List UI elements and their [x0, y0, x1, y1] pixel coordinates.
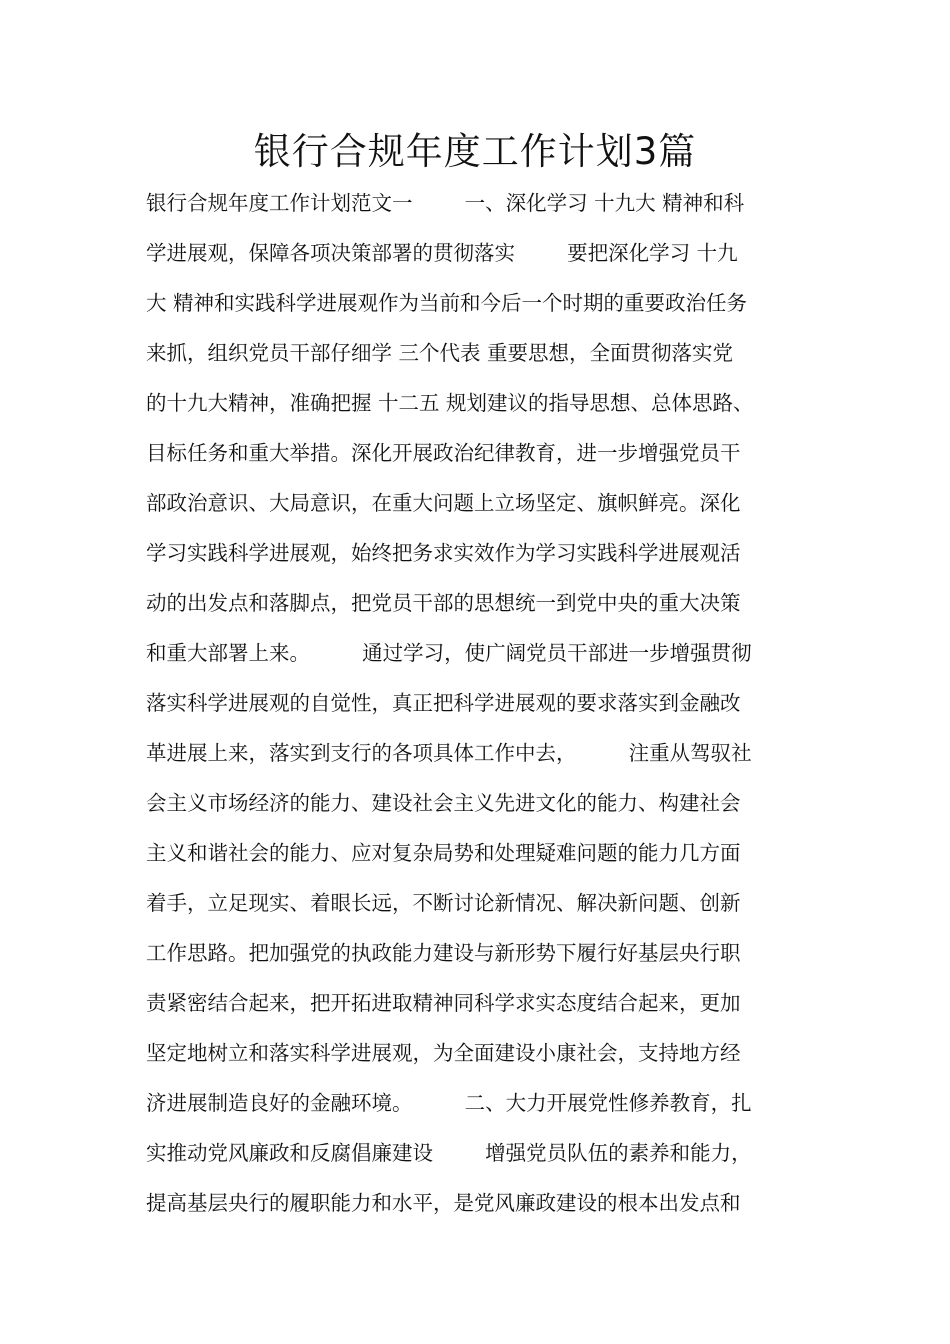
- body-line: 的十九大精神，准确把握 十二五 规划建议的指导思想、总体思路、: [146, 391, 754, 415]
- body-line: 济进展制造良好的金融环境。 二、大力开展党性修养教育，扎: [146, 1091, 752, 1115]
- body-line: 部政治意识、大局意识，在重大问题上立场坚定、旗帜鲜亮。深化: [146, 491, 741, 515]
- body-line: 银行合规年度工作计划范文一 一、深化学习 十九大 精神和科: [146, 191, 745, 215]
- document-body: [146, 178, 826, 1228]
- body-line: 革进展上来，落实到支行的各项具体工作中去， 注重从驾驭社: [146, 741, 752, 765]
- body-line: 学进展观，保障各项决策部署的贯彻落实 要把深化学习 十九: [146, 241, 738, 265]
- body-line: 落实科学进展观的自觉性，真正把科学进展观的要求落实到金融改: [146, 691, 741, 715]
- document-title: 银行合规年度工作计划3篇: [253, 130, 697, 173]
- body-line: 着手，立足现实、着眼长远，不断讨论新情况、解决新问题、创新: [146, 891, 741, 915]
- body-line: 实推动党风廉政和反腐倡廉建设 增强党员队伍的素养和能力，: [146, 1141, 752, 1165]
- body-line: 责紧密结合起来，把开拓进取精神同科学求实态度结合起来，更加: [146, 991, 741, 1015]
- body-line: 坚定地树立和落实科学进展观，为全面建设小康社会，支持地方经: [146, 1041, 741, 1065]
- body-line: 来抓，组织党员干部仔细学 三个代表 重要思想，全面贯彻落实党: [146, 341, 734, 365]
- body-line: 会主义市场经济的能力、建设社会主义先进文化的能力、构建社会: [146, 791, 741, 815]
- body-line: 大 精神和实践科学进展观作为当前和今后一个时期的重要政治任务: [146, 291, 748, 315]
- body-line: 学习实践科学进展观，始终把务求实效作为学习实践科学进展观活: [146, 541, 741, 565]
- body-line: 提高基层央行的履职能力和水平，是党风廉政建设的根本出发点和: [146, 1191, 741, 1215]
- body-line: 目标任务和重大举措。深化开展政治纪律教育，进一步增强党员干: [146, 441, 741, 465]
- body-line: 主义和谐社会的能力、应对复杂局势和处理疑难问题的能力几方面: [146, 841, 741, 865]
- body-line: 工作思路。把加强党的执政能力建设与新形势下履行好基层央行职: [146, 941, 741, 965]
- body-line: 和重大部署上来。 通过学习，使广阔党员干部进一步增强贯彻: [146, 641, 752, 665]
- body-line: 动的出发点和落脚点，把党员干部的思想统一到党中央的重大决策: [146, 591, 741, 615]
